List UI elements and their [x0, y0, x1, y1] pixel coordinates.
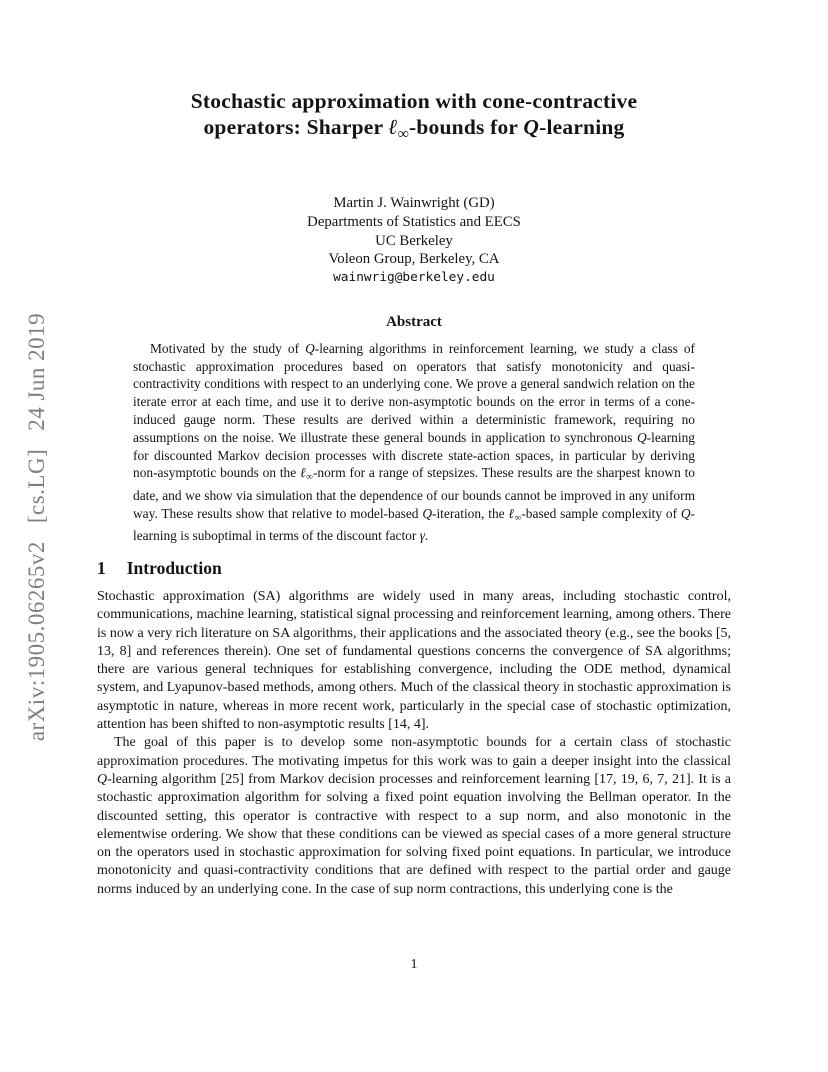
section-number: 1: [97, 557, 106, 578]
abstract-heading: Abstract: [386, 313, 442, 330]
author-university: UC Berkeley: [375, 232, 453, 249]
paper-title: [97, 88, 731, 147]
section-heading-introduction: [97, 557, 731, 579]
section-title: Introduction: [126, 557, 222, 578]
abstract-body: Motivated by the study of Q-learning algorithms in reinforcement learning, we study a class of stochastic approximation procedures based on operators that satisfy monotonicity and quasi-contractivity conditions with respect to an underlying cone. We prove a general sandwich relation on the iterate error at each time, and use it to derive non-asymptotic bounds on the error in terms of a cone-induced gauge norm. These results are derived within a deterministic framework, requiring no assumptions on the noise. We illustrate these general bounds in application to synchronous Q-learning for discounted Markov decision processes with discrete state-action spaces, in particular by deriving non-asymptotic bounds on the ℓ$_\infty$-norm for a range of stepsizes. These results are the sharpest known to date, and we show via simulation that the dependence of our bounds cannot be improved in any uniform way. These results show that relative to model-based Q-iteration, the ℓ$_\infty$-based sample complexity of Q-learning is suboptimal in terms of the discount factor γ.: [133, 340, 696, 544]
paper-title-line-1: Stochastic approximation with cone-contractive: [190, 89, 638, 113]
author-department: Departments of Statistics and EECS: [307, 214, 521, 231]
content-column: [97, 0, 731, 899]
page-number: 1: [410, 957, 418, 972]
author-affiliation: Voleon Group, Berkeley, CA: [328, 251, 500, 268]
author-name: Martin J. Wainwright (GD): [333, 195, 495, 212]
paper-title-line-2: operators: Sharper ℓ$_\infty$-bounds for Q-learning: [203, 115, 625, 143]
arxiv-date: 24 Jun 2019: [24, 312, 49, 431]
arxiv-stamp: [24, 313, 50, 741]
intro-paragraph-1: Stochastic approximation (SA) algorithms are widely used in many areas, including stochastic control, communications, machine learning, statistical signal processing and reinforcement learning, among others. There is now a very rich literature on SA algorithms, their applications and the associated theory (e.g., see the books [5, 13, 8] and references therein). One set of fundamental questions concerns the convergence of SA algorithms; there are various general techniques for establishing convergence, including the ODE method, dynamical system, and Lyapunov-based methods, among others. Much of the classical theory in stochastic approximation is asymptotic in nature, whereas in more recent work, particularly in the special case of stochastic optimization, attention has been shifted to non-asymptotic results [14, 4].: [97, 588, 731, 733]
intro-paragraph-2: The goal of this paper is to develop some non-asymptotic bounds for a certain class of stochastic approximation procedures. The motivating impetus for this work was to gain a deeper insight into the classical Q-learning algorithm [25] from Markov decision processes and reinforcement learning [17, 19, 6, 7, 21]. It is a stochastic approximation algorithm for solving a fixed point equation involving the Bellman operator. In the discounted setting, this operator is contractive with respect to a sup norm, and also monotonic in the elementwise ordering. We show that these conditions can be viewed as special cases of a more general structure on the operators used in stochastic approximation for solving fixed point equations. In particular, we introduce monotonicity and quasi-contractivity conditions that are defined with respect to the partial order and gauge norms induced by an underlying cone. In the case of sup norm contractions, this underlying cone is the: [97, 735, 731, 897]
arxiv-category: [cs.LG]: [24, 448, 49, 524]
arxiv-id: arXiv:1905.06265v2: [24, 541, 49, 742]
author-block: [97, 194, 731, 288]
author-email: wainwrig@berkeley.edu: [333, 270, 495, 286]
